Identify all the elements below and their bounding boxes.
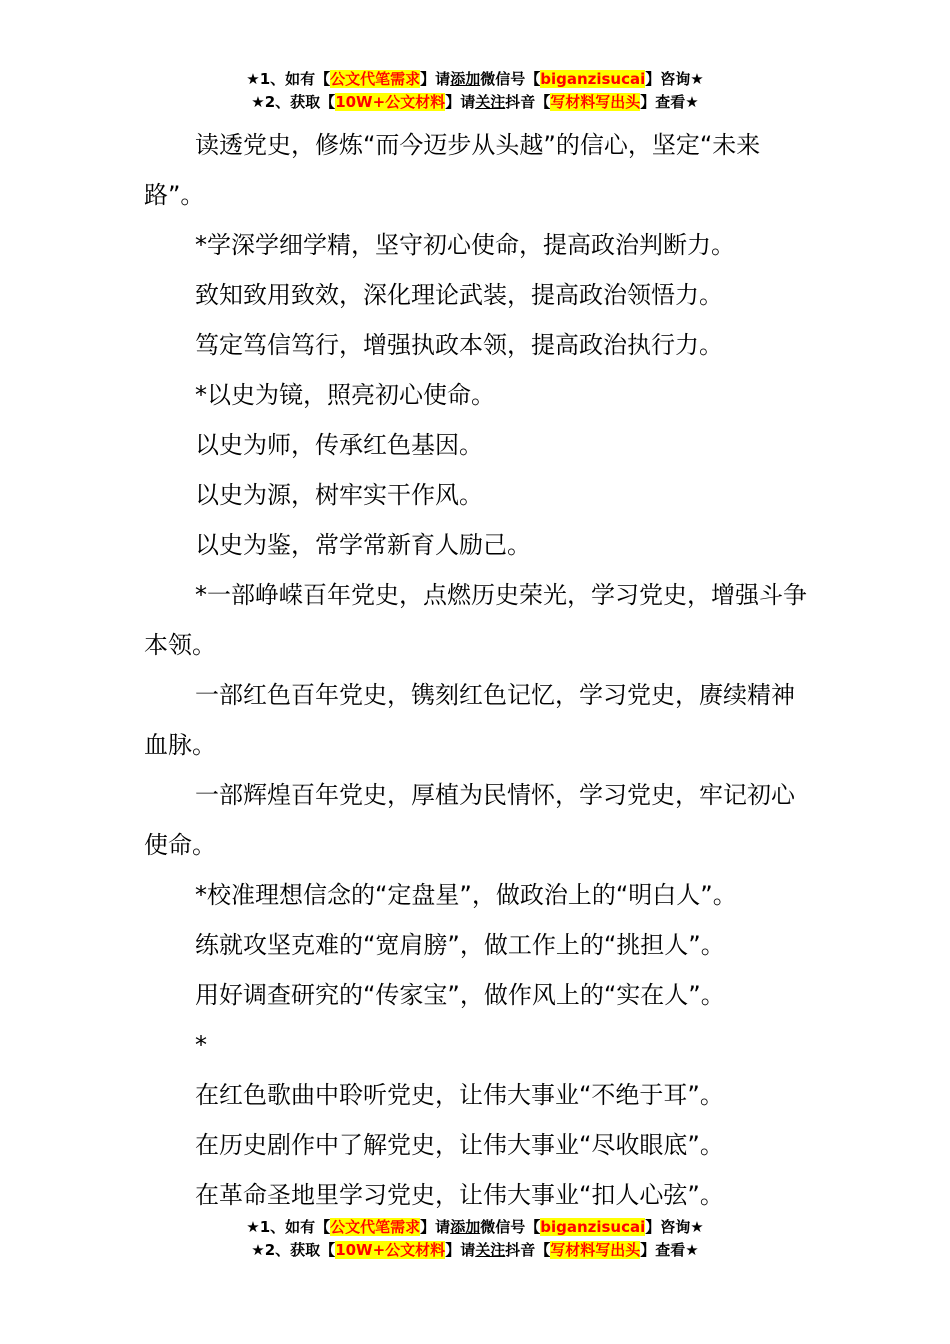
promo-line-2: ★2、获取【10W+公文材料】请关注抖音【写材料写出头】查看★	[251, 93, 699, 111]
paragraph: 练就攻坚克难的“宽肩膀”，做工作上的“挑担人”。	[195, 931, 725, 959]
paragraph: 在历史剧作中了解党史，让伟大事业“尽收眼底”。	[195, 1131, 724, 1159]
highlight-wechat-id: biganzisucai	[540, 70, 646, 88]
paragraph: 笃定笃信笃行，增强执政本领，提高政治执行力。	[195, 331, 723, 359]
promo-line-1: ★1、如有【公文代笔需求】请添加微信号【biganzisucai】咨询★	[246, 1218, 704, 1236]
paragraph: *学深学细学精，坚守初心使命，提高政治判断力。	[195, 231, 735, 259]
header-promo-banner	[0, 68, 950, 114]
document-body	[144, 120, 814, 1220]
paragraph: *一部峥嵘百年党史，点燃历史荣光，学习党史，增强斗争本领。	[144, 581, 807, 659]
paragraph: 用好调查研究的“传家宝”，做作风上的“实在人”。	[195, 981, 725, 1009]
paragraph: 以史为源，树牢实干作风。	[195, 481, 483, 509]
promo-line-1: ★1、如有【公文代笔需求】请添加微信号【biganzisucai】咨询★	[246, 70, 704, 88]
paragraph: 致知致用致效，深化理论武装，提高政治领悟力。	[195, 281, 723, 309]
highlight-service: 公文代笔需求	[330, 70, 421, 88]
paragraph: *以史为镜，照亮初心使命。	[195, 381, 495, 409]
footer-promo-banner	[0, 1216, 950, 1262]
paragraph: *校准理想信念的“定盘星”，做政治上的“明白人”。	[195, 881, 737, 909]
highlight-materials: 10W+公文材料	[335, 1241, 446, 1259]
highlight-wechat-id: biganzisucai	[540, 1218, 646, 1236]
paragraph: 一部辉煌百年党史，厚植为民情怀，学习党史，牢记初心使命。	[144, 781, 795, 859]
highlight-douyin-account: 写材料写出头	[550, 93, 641, 111]
paragraph: 在红色歌曲中聆听党史，让伟大事业“不绝于耳”。	[195, 1081, 724, 1109]
paragraph: 以史为鉴，常学常新育人励己。	[195, 531, 531, 559]
promo-line-2: ★2、获取【10W+公文材料】请关注抖音【写材料写出头】查看★	[251, 1241, 699, 1259]
paragraph: *	[195, 1031, 207, 1059]
highlight-materials: 10W+公文材料	[335, 93, 446, 111]
paragraph: 在革命圣地里学习党史，让伟大事业“扣人心弦”。	[195, 1181, 724, 1209]
highlight-douyin-account: 写材料写出头	[550, 1241, 641, 1259]
paragraph: 以史为师，传承红色基因。	[195, 431, 483, 459]
paragraph: 读透党史，修炼“而今迈步从头越”的信心，坚定“未来路”。	[144, 131, 761, 209]
highlight-service: 公文代笔需求	[330, 1218, 421, 1236]
paragraph: 一部红色百年党史，镌刻红色记忆，学习党史，赓续精神血脉。	[144, 681, 795, 759]
